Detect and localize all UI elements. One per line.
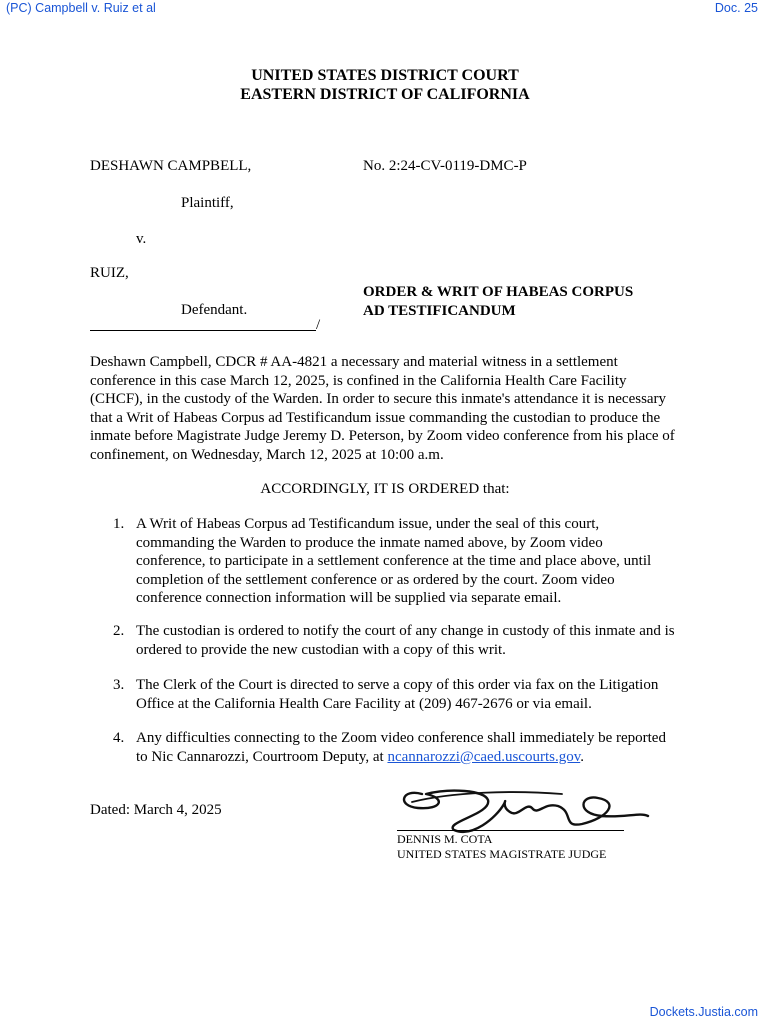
judge-name: DENNIS M. COTA — [397, 832, 493, 846]
date-line: Dated: March 4, 2025 — [90, 802, 222, 818]
item-line: Office at the California Health Care Facility at (209) 467-2676 or via email. — [136, 695, 592, 712]
case-title-link[interactable]: (PC) Campbell v. Ruiz et al — [6, 1, 156, 15]
justia-source-link[interactable]: Dockets.Justia.com — [649, 1005, 758, 1019]
judge-block — [397, 832, 606, 862]
caption-rule — [90, 330, 316, 331]
item-line: completion of the settlement conference or as ordered by the court. Zoom video — [136, 571, 615, 588]
plaintiff-name: DESHAWN CAMPBELL, — [90, 158, 252, 174]
item-number: 2. — [113, 623, 125, 639]
intro-line: (CHCF), in the custody of the Warden. In order to secure this inmate's attendance it is necessary — [90, 391, 667, 407]
case-number: No. 2:24-CV-0119-DMC-P — [363, 158, 527, 174]
intro-line: conference in this case March 12, 2025, is confined in the California Health Care Facility — [90, 372, 627, 389]
intro-line: inmate before Magistrate Judge Jeremy D. Peterson, by Zoom video conference from his place of — [90, 428, 675, 444]
plaintiff-role: Plaintiff, — [181, 195, 234, 211]
item-line-suffix: . — [580, 748, 584, 765]
item-line — [136, 748, 666, 767]
signature-rule — [397, 830, 624, 831]
caption-slash: / — [316, 317, 321, 333]
item-line: The Clerk of the Court is directed to serve a copy of this order via fax on the Litigation — [136, 677, 659, 693]
court-district: EASTERN DISTRICT OF CALIFORNIA — [240, 86, 530, 103]
item-number: 3. — [113, 677, 125, 693]
item-line: A Writ of Habeas Corpus ad Testificandum issue, under the seal of this court, — [136, 516, 600, 532]
intro-line: confinement, on Wednesday, March 12, 2025 at 10:00 a.m. — [90, 446, 444, 463]
judge-title: UNITED STATES MAGISTRATE JUDGE — [397, 847, 607, 861]
item-line: conference, to participate in a settlement conference at the time and place above, until — [136, 553, 652, 569]
document-number-link[interactable]: Doc. 25 — [714, 1, 758, 15]
item-line: The custodian is ordered to notify the court of any change in custody of this inmate and is — [136, 623, 675, 639]
order-title-line-2: AD TESTIFICANDUM — [363, 303, 516, 319]
versus: v. — [136, 231, 147, 247]
court-name: UNITED STATES DISTRICT COURT — [251, 67, 519, 84]
item-line-prefix: to Nic Cannarozzi, Courtroom Deputy, at — [136, 748, 388, 765]
order-title — [363, 283, 633, 321]
item-line: Any difficulties connecting to the Zoom video conference shall immediately be reported — [136, 730, 666, 746]
intro-paragraph — [90, 353, 675, 464]
item-line: commanding the Warden to produce the inmate named above, by Zoom video — [136, 534, 603, 551]
defendant-role: Defendant. — [181, 302, 248, 318]
intro-line: that a Writ of Habeas Corpus ad Testificandum issue commanding the custodian to produce the — [90, 409, 661, 426]
intro-line: Deshawn Campbell, CDCR # AA-4821 a necessary and material witness in a settlement — [90, 354, 618, 370]
item-number: 4. — [113, 730, 125, 746]
item-line: ordered to provide the new custodian with a copy of this writ. — [136, 641, 506, 658]
item-line: conference connection information will be supplied via separate email. — [136, 590, 562, 606]
item-number: 1. — [113, 516, 125, 532]
accordingly-statement: ACCORDINGLY, IT IS ORDERED that: — [260, 481, 510, 497]
defendant-name: RUIZ, — [90, 265, 129, 281]
court-heading — [0, 66, 770, 104]
order-title-line-1: ORDER & WRIT OF HABEAS CORPUS — [363, 284, 634, 300]
deputy-email-link[interactable]: ncannarozzi@caed.uscourts.gov — [387, 748, 581, 765]
